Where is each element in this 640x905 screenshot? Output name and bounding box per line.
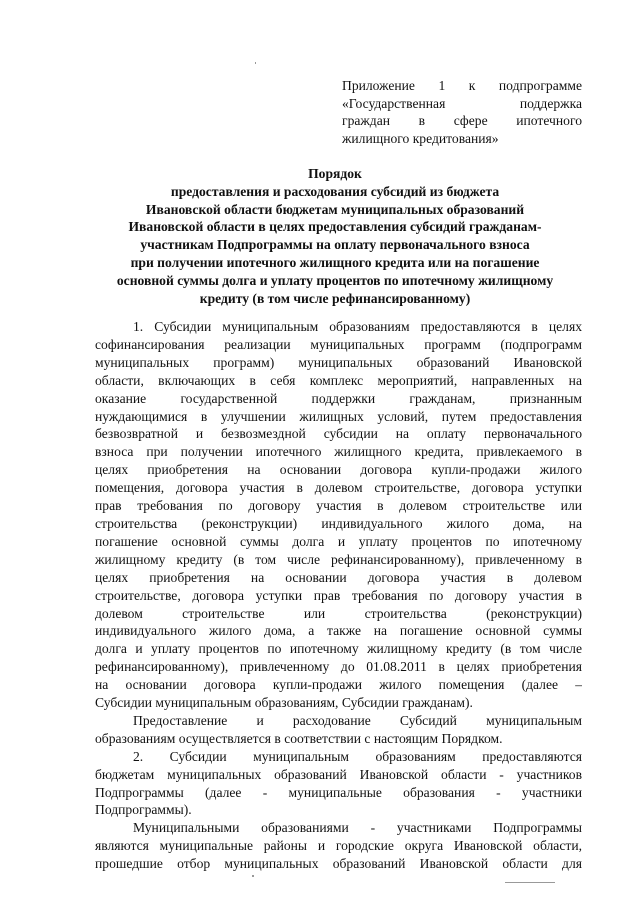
body-line: на основании договора купли-продажи жилого помещения (далее –: [95, 677, 582, 693]
body-line: строительстве, договора уступки прав требования по договору участия в: [95, 587, 582, 603]
body-line: целях приобретения на основании договора участия в долевом: [95, 569, 582, 585]
body-line: образованиям осуществляется в соответствии с настоящим Порядком.: [95, 730, 503, 746]
scan-speck: [252, 875, 254, 877]
annex-note: [342, 77, 582, 147]
title-line: предоставления и расходования субсидий из бюджета: [170, 183, 500, 199]
body-line: оказание государственной поддержки гражданам, признанным: [95, 390, 582, 406]
body-line: Муниципальными образованиями - участниками Подпрограммы: [133, 820, 582, 836]
body-line: Предоставление и расходование Субсидий муниципальным: [133, 712, 582, 728]
body-line: строительства (реконструкции) индивидуального жилого дома, на: [95, 515, 582, 531]
scan-speck: [255, 62, 256, 64]
title-heading: Порядок: [308, 166, 362, 181]
annex-line: Приложение 1 к подпрограмме: [342, 78, 582, 93]
title-line: Ивановской области бюджетам муниципальных образований: [145, 201, 525, 217]
body-line: 1. Субсидии муниципальным образованиям предоставляются в целях: [133, 319, 582, 334]
body-line: долга и уплату процентов по ипотечному жилищному кредиту (в том числе: [95, 641, 582, 657]
title-line: участникам Подпрограммы на оплату первоначального взноса: [140, 237, 530, 253]
body-line: Субсидии муниципальным образованиям, Субсидии гражданам).: [95, 695, 473, 711]
body-line: прав требования по договору участия в долевом строительстве или: [95, 498, 582, 514]
scan-speck: [505, 882, 555, 883]
body-line: помещения, договора участия в долевом строительстве, договора уступки: [95, 480, 582, 496]
body-line: взноса при получении ипотечного жилищного кредита, привлекаемого в: [95, 444, 582, 460]
title-line: при получении ипотечного жилищного кредита или на погашение: [130, 254, 540, 270]
annex-line: граждан в сфере ипотечного: [342, 113, 582, 128]
document-body: [95, 318, 582, 873]
body-line: являются муниципальные районы и городские округа Ивановской области,: [95, 838, 582, 854]
body-line: нуждающимися в улучшении жилищных условий, путем предоставления: [95, 408, 582, 424]
document-title: [95, 165, 575, 307]
body-line: индивидуального жилого дома, а также на погашение основной суммы: [95, 623, 582, 639]
body-line: софинансирования реализации муниципальных программ (подпрограмм: [95, 336, 582, 352]
body-line: 2. Субсидии муниципальным образованиям предоставляются: [133, 748, 582, 764]
body-line: Подпрограммы).: [95, 802, 192, 818]
annex-line: «Государственная поддержка: [342, 95, 582, 111]
body-line: Подпрограммы (далее - муниципальные образования - участники: [95, 784, 582, 800]
body-line: области, включающих в себя комплекс мероприятий, направленных на: [95, 372, 582, 388]
title-line: кредиту (в том числе рефинансированному): [199, 290, 471, 306]
body-line: прошедшие отбор муниципальных образований Ивановской области для: [95, 856, 582, 872]
body-line: долевом строительстве или строительства (реконструкции): [95, 605, 582, 621]
body-line: целях приобретения на основании договора купли-продажи жилого: [95, 462, 582, 478]
body-line: безвозвратной и безвозмездной субсидии на оплату первоначального: [95, 426, 582, 442]
title-line: основной суммы долга и уплату процентов по ипотечному жилищному: [116, 272, 554, 288]
title-line: Ивановской области в целях предоставления субсидий гражданам-: [128, 219, 542, 235]
body-line: бюджетам муниципальных образований Ивановской области - участников: [95, 766, 582, 782]
body-line: рефинансированному), привлеченному до 01.08.2011 в целях приобретения: [95, 659, 582, 675]
body-line: погашение основной суммы долга и уплату процентов по ипотечному: [95, 533, 582, 549]
annex-line: жилищного кредитования»: [342, 130, 499, 146]
body-line: жилищному кредиту (в том числе рефинансированному), привлеченному в: [95, 551, 582, 567]
body-line: муниципальных программ) муниципальных образований Ивановской: [95, 354, 582, 370]
